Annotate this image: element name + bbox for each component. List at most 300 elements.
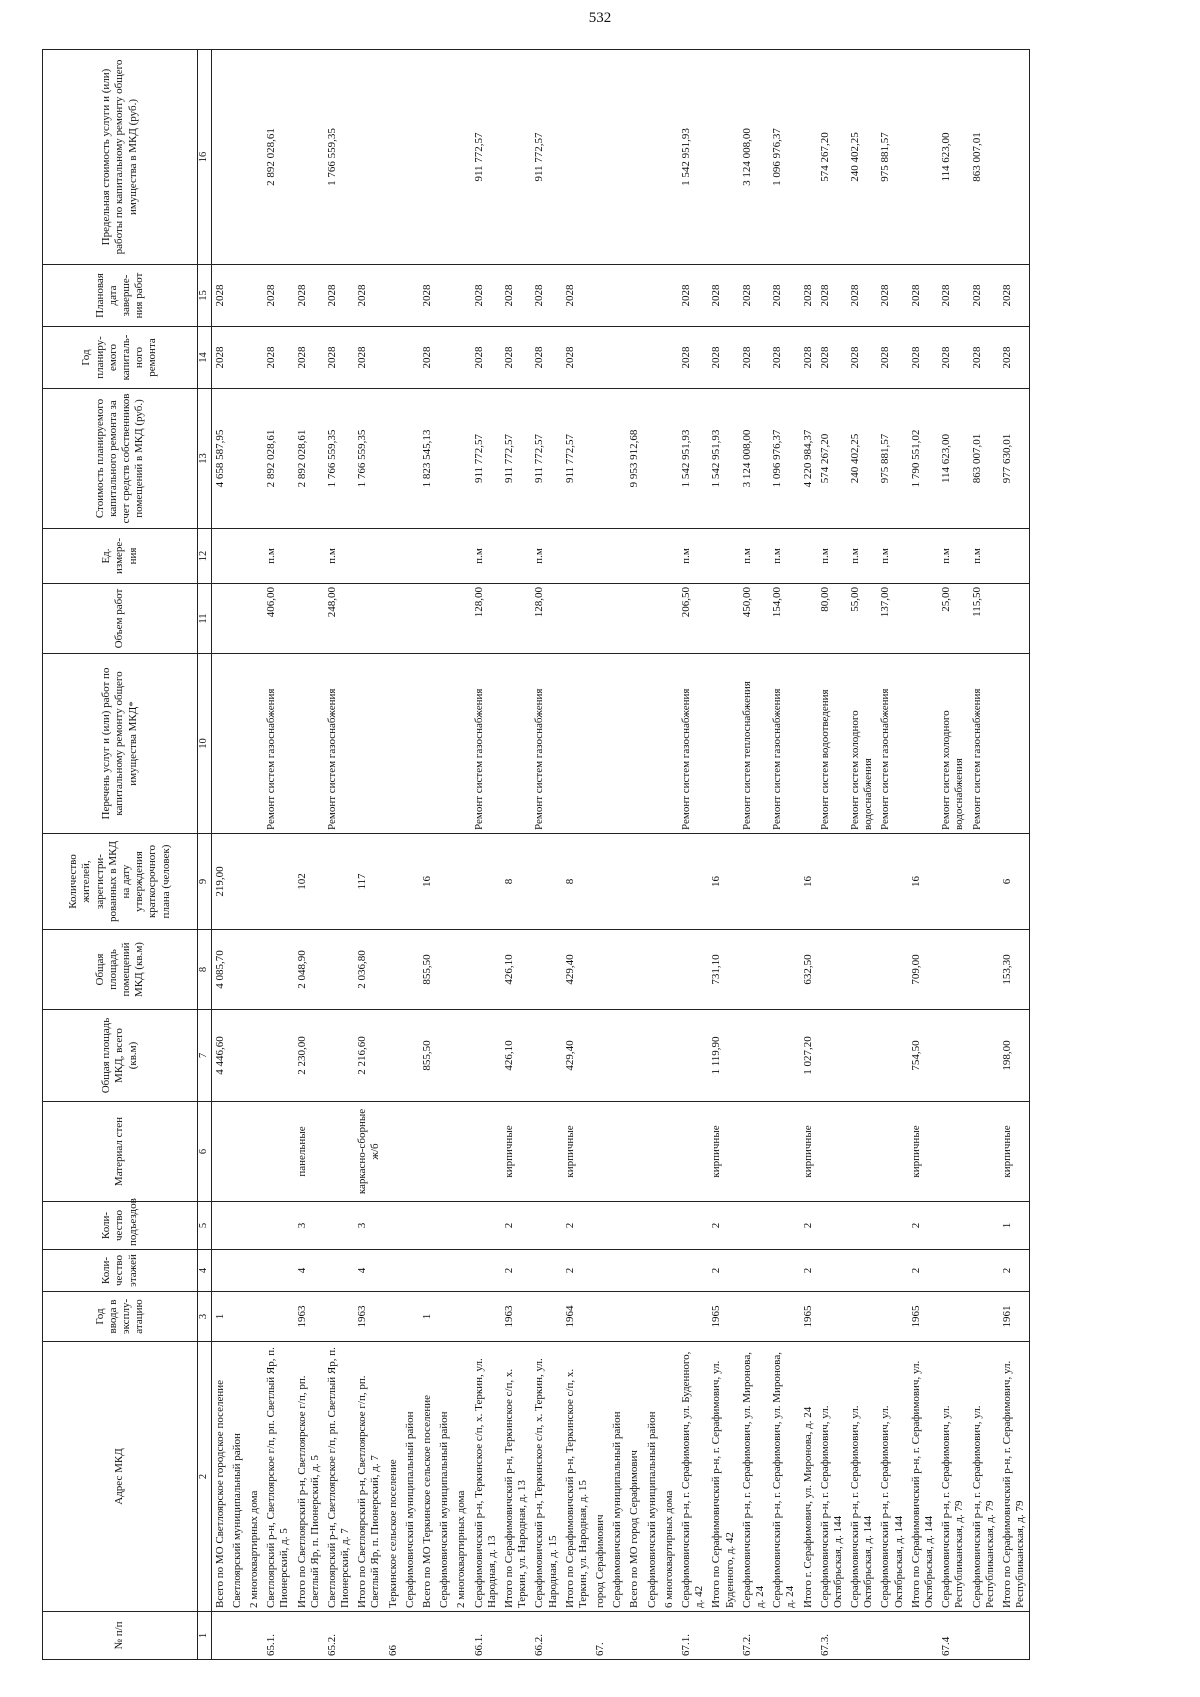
table-cell: Ремонт систем газоснабжения: [678, 654, 708, 834]
table-cell: [229, 1202, 246, 1250]
table-cell: 1: [419, 1292, 436, 1342]
table-cell: [263, 1010, 293, 1102]
table-cell: [609, 1292, 626, 1342]
table-cell: [402, 1250, 419, 1292]
table-cell: 855,50: [419, 930, 436, 1010]
table-cell: 128,00: [471, 584, 501, 654]
table-cell: [531, 1202, 561, 1250]
column-header: Общая площадь помещений МКД (кв.м): [43, 930, 198, 1010]
table-cell: [385, 1202, 402, 1250]
table-cell: [938, 1250, 968, 1292]
table-cell: [592, 389, 609, 529]
table-cell: Серафимовичский муниципальный район: [436, 1342, 453, 1612]
table-cell: [644, 1292, 661, 1342]
table-cell: [501, 529, 531, 584]
table-cell: [324, 1202, 354, 1250]
table-cell: [678, 1202, 708, 1250]
table-cell: [229, 654, 246, 834]
table-cell: 426,10: [501, 1010, 531, 1102]
table-cell: [644, 1010, 661, 1102]
table-cell: 2028: [769, 265, 799, 327]
table-cell: [229, 1102, 246, 1202]
table-cell: [999, 584, 1030, 654]
column-number: 7: [198, 1010, 212, 1102]
table-cell: 2028: [324, 327, 354, 389]
table-cell: 975 881,57: [877, 389, 907, 529]
table-cell: 1 119,90: [708, 1010, 738, 1102]
table-cell: 4 658 587,95: [211, 389, 229, 529]
table-cell: Серафимовичский р-н, Теркинское с/п, х. Теркин, ул. Народная, д. 15: [531, 1342, 561, 1612]
table-cell: [626, 1250, 643, 1292]
table-cell: [501, 50, 531, 265]
table-cell: [294, 50, 324, 265]
table-cell: [354, 1612, 384, 1660]
table-cell: [908, 1612, 938, 1660]
table-cell: Теркинское сельское поселение: [385, 1342, 402, 1612]
table-cell: [769, 930, 799, 1010]
table-cell: [436, 584, 453, 654]
table-cell: [531, 930, 561, 1010]
table-row: [938, 50, 968, 1660]
table-cell: [562, 654, 592, 834]
table-cell: 2 230,00: [294, 1010, 324, 1102]
table-row: [471, 50, 501, 1660]
table-cell: [626, 654, 643, 834]
table-cell: [453, 327, 470, 389]
table-cell: Итого по Серафимовичский р-н, г. Серафимович, ул. Буденного, д. 42: [708, 1342, 738, 1612]
table-cell: [708, 1612, 738, 1660]
table-cell: 1 542 951,93: [678, 50, 708, 265]
table-cell: [609, 1250, 626, 1292]
table-cell: [263, 834, 293, 930]
table-cell: [419, 1612, 436, 1660]
table-cell: [229, 1250, 246, 1292]
table-cell: 1963: [294, 1292, 324, 1342]
table-cell: [229, 265, 246, 327]
table-cell: 2028: [263, 265, 293, 327]
table-cell: [402, 1202, 419, 1250]
table-cell: 2 многоквартирных дома: [453, 1342, 470, 1612]
table-cell: Светлоярский р-н, Светлоярское г/п, рп. Светлый Яр, п. Пионерский, д. 7: [324, 1342, 354, 1612]
table-header-row: [43, 50, 198, 1660]
table-cell: 2: [708, 1250, 738, 1292]
table-cell: [769, 1202, 799, 1250]
table-cell: [436, 327, 453, 389]
table-cell: 4 220 984,37: [800, 389, 817, 529]
table-cell: [592, 265, 609, 327]
table-cell: 114 623,00: [938, 50, 968, 265]
column-number: 12: [198, 529, 212, 584]
table-cell: 6: [999, 834, 1030, 930]
table-cell: 2028: [294, 327, 324, 389]
table-cell: 9 953 912,68: [626, 389, 643, 529]
table-cell: [246, 654, 263, 834]
table-cell: 1 766 559,35: [324, 389, 354, 529]
table-cell: [436, 1202, 453, 1250]
table-cell: [211, 529, 229, 584]
table-cell: [501, 1612, 531, 1660]
table-cell: Ремонт систем газоснабжения: [263, 654, 293, 834]
table-cell: 80,00: [817, 584, 847, 654]
table-cell: п.м: [324, 529, 354, 584]
table-cell: п.м: [847, 529, 877, 584]
table-cell: 2 многоквартирных дома: [246, 1342, 263, 1612]
table-cell: [678, 1250, 708, 1292]
table-cell: [661, 1612, 678, 1660]
capital-repair-table: [42, 49, 1030, 1660]
table-cell: [938, 1202, 968, 1250]
table-cell: 1 096 976,37: [769, 50, 799, 265]
column-header: Год ввода в эксплу-атацию: [43, 1292, 198, 1342]
table-cell: [626, 584, 643, 654]
table-cell: п.м: [678, 529, 708, 584]
table-cell: [592, 1102, 609, 1202]
column-header: Ед. измере-ния: [43, 529, 198, 584]
table-cell: [592, 1250, 609, 1292]
table-cell: 248,00: [324, 584, 354, 654]
table-cell: [847, 1202, 877, 1250]
table-cell: [626, 834, 643, 930]
table-cell: [609, 654, 626, 834]
table-cell: [385, 654, 402, 834]
table-row: [661, 50, 678, 1660]
table-cell: [402, 529, 419, 584]
table-cell: [661, 1202, 678, 1250]
table-cell: 65.2.: [324, 1612, 354, 1660]
table-cell: [453, 50, 470, 265]
column-number: 15: [198, 265, 212, 327]
column-header: Материал стен: [43, 1102, 198, 1202]
column-number: 8: [198, 930, 212, 1010]
table-cell: [969, 1102, 999, 1202]
table-cell: [644, 834, 661, 930]
table-cell: каркасно-сборные ж/б: [354, 1102, 384, 1202]
table-cell: [609, 50, 626, 265]
table-cell: [769, 1010, 799, 1102]
table-cell: 1963: [354, 1292, 384, 1342]
column-number: 13: [198, 389, 212, 529]
table-cell: [211, 654, 229, 834]
table-cell: [436, 265, 453, 327]
table-cell: [419, 1250, 436, 1292]
table-cell: [877, 834, 907, 930]
table-cell: [908, 654, 938, 834]
table-cell: [453, 529, 470, 584]
table-cell: 1 823 545,13: [419, 389, 436, 529]
table-cell: [800, 529, 817, 584]
table-cell: 2028: [263, 327, 293, 389]
table-cell: [229, 1292, 246, 1342]
table-cell: [385, 930, 402, 1010]
table-cell: 67.4: [938, 1612, 968, 1660]
table-cell: 911 772,57: [501, 389, 531, 529]
table-cell: 2028: [419, 265, 436, 327]
table-cell: п.м: [817, 529, 847, 584]
table-cell: [644, 529, 661, 584]
table-cell: Серафимовичский р-н, г. Серафимович, ул. Республиканская, д. 79: [938, 1342, 968, 1612]
table-cell: [436, 1010, 453, 1102]
table-cell: 16: [908, 834, 938, 930]
table-cell: [246, 50, 263, 265]
table-cell: [471, 834, 501, 930]
table-cell: [644, 50, 661, 265]
table-cell: [402, 930, 419, 1010]
table-cell: [324, 1102, 354, 1202]
table-cell: [739, 1102, 769, 1202]
table-cell: [592, 327, 609, 389]
table-cell: [847, 1292, 877, 1342]
table-cell: Серафимовичский муниципальный район: [644, 1342, 661, 1612]
table-cell: 67.: [592, 1612, 609, 1660]
table-cell: 863 007,01: [969, 50, 999, 265]
table-cell: 2028: [877, 327, 907, 389]
table-cell: [402, 584, 419, 654]
table-cell: [531, 1102, 561, 1202]
table-cell: [436, 654, 453, 834]
table-cell: панельные: [294, 1102, 324, 1202]
table-row: [402, 50, 419, 1660]
table-row: [294, 50, 324, 1660]
table-cell: [385, 265, 402, 327]
table-cell: [229, 930, 246, 1010]
table-cell: [969, 1250, 999, 1292]
table-cell: 2 892 028,61: [263, 50, 293, 265]
table-cell: [592, 1010, 609, 1102]
table-cell: [402, 1010, 419, 1102]
column-number: 2: [198, 1342, 212, 1612]
table-cell: [531, 1010, 561, 1102]
table-cell: [229, 327, 246, 389]
table-cell: 240 402,25: [847, 389, 877, 529]
table-cell: Ремонт систем теплоснабжения: [739, 654, 769, 834]
table-cell: 4 085,70: [211, 930, 229, 1010]
table-row: [453, 50, 470, 1660]
table-cell: [471, 1292, 501, 1342]
table-cell: Ремонт систем газоснабжения: [969, 654, 999, 834]
table-cell: [847, 1250, 877, 1292]
table-cell: п.м: [263, 529, 293, 584]
table-cell: [817, 1102, 847, 1202]
table-cell: 2028: [211, 265, 229, 327]
table-cell: 2028: [708, 265, 738, 327]
table-row: [708, 50, 738, 1660]
table-cell: 1 766 559,35: [354, 389, 384, 529]
table-row: [609, 50, 626, 1660]
table-cell: 2: [708, 1202, 738, 1250]
table-cell: 709,00: [908, 930, 938, 1010]
table-cell: [661, 265, 678, 327]
table-cell: [246, 389, 263, 529]
table-cell: [708, 654, 738, 834]
table-cell: 128,00: [531, 584, 561, 654]
table-cell: [661, 327, 678, 389]
table-cell: 66.2.: [531, 1612, 561, 1660]
table-cell: Всего по МО город Серафимович: [626, 1342, 643, 1612]
table-cell: [592, 529, 609, 584]
table-cell: [385, 50, 402, 265]
table-cell: [562, 1612, 592, 1660]
table-row: [592, 50, 609, 1660]
table-cell: город Серафимович: [592, 1342, 609, 1612]
table-cell: [419, 1202, 436, 1250]
table-cell: [385, 1010, 402, 1102]
table-cell: 450,00: [739, 584, 769, 654]
table-cell: [294, 1612, 324, 1660]
table-cell: [938, 834, 968, 930]
table-cell: [385, 389, 402, 529]
table-cell: [999, 50, 1030, 265]
table-cell: [592, 1292, 609, 1342]
table-cell: [817, 1202, 847, 1250]
table-cell: 429,40: [562, 1010, 592, 1102]
table-cell: [644, 654, 661, 834]
table-cell: [609, 265, 626, 327]
table-cell: [609, 1612, 626, 1660]
table-cell: [769, 834, 799, 930]
table-cell: 2028: [562, 265, 592, 327]
table-cell: кирпичные: [562, 1102, 592, 1202]
table-cell: Ремонт систем газоснабжения: [877, 654, 907, 834]
table-cell: [877, 1250, 907, 1292]
table-cell: Всего по МО Светлоярское городское поселение: [211, 1342, 229, 1612]
table-cell: [471, 1102, 501, 1202]
table-cell: [661, 1102, 678, 1202]
table-cell: 117: [354, 834, 384, 930]
table-cell: [817, 1250, 847, 1292]
table-cell: Ремонт систем газоснабжения: [769, 654, 799, 834]
table-cell: 67.2.: [739, 1612, 769, 1660]
table-cell: 2 216,60: [354, 1010, 384, 1102]
column-number: 14: [198, 327, 212, 389]
table-cell: [644, 389, 661, 529]
table-cell: 66: [385, 1612, 402, 1660]
table-cell: [644, 265, 661, 327]
column-header: Стоимость планируемого капитального ремонта за счет средств собственников помещений в МКД (руб.): [43, 389, 198, 529]
table-cell: [211, 1202, 229, 1250]
table-cell: 2: [501, 1202, 531, 1250]
table-cell: [626, 1612, 643, 1660]
table-cell: 3: [294, 1202, 324, 1250]
table-cell: [562, 529, 592, 584]
table-cell: 426,10: [501, 930, 531, 1010]
table-cell: 16: [708, 834, 738, 930]
table-cell: 574 267,20: [817, 389, 847, 529]
table-cell: Серафимовичский р-н, г. Серафимович, ул. Буденного, д. 42: [678, 1342, 708, 1612]
table-cell: [453, 1612, 470, 1660]
table-cell: 2028: [211, 327, 229, 389]
table-cell: [229, 584, 246, 654]
table-cell: 2028: [471, 265, 501, 327]
column-number: 11: [198, 584, 212, 654]
table-cell: [453, 654, 470, 834]
table-cell: [609, 1202, 626, 1250]
table-cell: 67.3.: [817, 1612, 847, 1660]
table-cell: [229, 529, 246, 584]
table-cell: [800, 1612, 817, 1660]
table-cell: 2028: [294, 265, 324, 327]
table-cell: 2028: [847, 327, 877, 389]
table-cell: [739, 834, 769, 930]
table-cell: 2028: [938, 265, 968, 327]
table-cell: кирпичные: [908, 1102, 938, 1202]
table-cell: [817, 1010, 847, 1102]
table-cell: 911 772,57: [531, 389, 561, 529]
table-row: [800, 50, 817, 1660]
table-cell: [385, 1292, 402, 1342]
table-cell: [263, 1250, 293, 1292]
table-cell: [211, 1612, 229, 1660]
table-cell: п.м: [531, 529, 561, 584]
table-cell: [938, 1102, 968, 1202]
table-row: [739, 50, 769, 1660]
table-cell: [354, 584, 384, 654]
table-cell: [531, 1250, 561, 1292]
table-cell: 16: [800, 834, 817, 930]
table-cell: [969, 1202, 999, 1250]
table-cell: кирпичные: [501, 1102, 531, 1202]
table-cell: 198,00: [999, 1010, 1030, 1102]
table-cell: [678, 1010, 708, 1102]
table-cell: [229, 1010, 246, 1102]
table-cell: 2028: [938, 327, 968, 389]
table-cell: [436, 1250, 453, 1292]
table-cell: [501, 584, 531, 654]
table-cell: 1 790 551,02: [908, 389, 938, 529]
table-cell: [626, 1292, 643, 1342]
table-cell: 2028: [531, 327, 561, 389]
table-row: [562, 50, 592, 1660]
table-cell: [999, 1612, 1030, 1660]
table-cell: 4: [354, 1250, 384, 1292]
table-cell: [263, 1202, 293, 1250]
table-cell: 2028: [769, 327, 799, 389]
table-cell: [229, 50, 246, 265]
table-row: [908, 50, 938, 1660]
table-cell: [739, 930, 769, 1010]
table-cell: 2: [999, 1250, 1030, 1292]
table-cell: [562, 584, 592, 654]
table-cell: п.м: [471, 529, 501, 584]
table-cell: [847, 930, 877, 1010]
table-row: [817, 50, 847, 1660]
table-cell: [453, 389, 470, 529]
column-number: 3: [198, 1292, 212, 1342]
table-cell: [644, 1202, 661, 1250]
column-header: Адрес МКД: [43, 1342, 198, 1612]
table-cell: 2: [562, 1202, 592, 1250]
table-cell: 2: [800, 1202, 817, 1250]
table-cell: [402, 389, 419, 529]
table-cell: 2028: [354, 327, 384, 389]
table-cell: [402, 265, 419, 327]
table-row: [263, 50, 293, 1660]
table-cell: Ремонт систем газоснабжения: [531, 654, 561, 834]
table-cell: [661, 930, 678, 1010]
table-cell: 574 267,20: [817, 50, 847, 265]
table-cell: [626, 930, 643, 1010]
table-cell: 863 007,01: [969, 389, 999, 529]
table-row: [501, 50, 531, 1660]
table-cell: Светлоярский муниципальный район: [229, 1342, 246, 1612]
table-cell: [661, 1250, 678, 1292]
table-cell: [263, 1292, 293, 1342]
table-cell: [453, 1292, 470, 1342]
table-cell: 911 772,57: [471, 389, 501, 529]
table-cell: [453, 834, 470, 930]
table-cell: [769, 1292, 799, 1342]
table-cell: 2028: [969, 265, 999, 327]
table-cell: 911 772,57: [471, 50, 501, 265]
